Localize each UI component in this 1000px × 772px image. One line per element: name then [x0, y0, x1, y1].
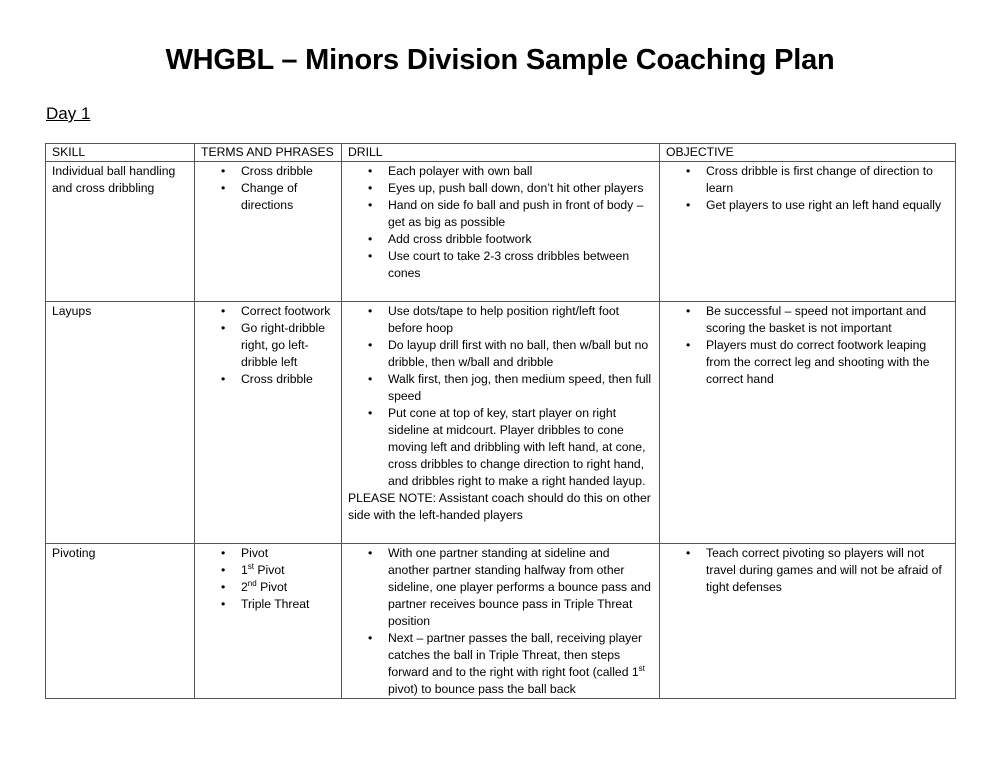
list-item: • 1st Pivot [221, 561, 285, 577]
table-header-row [46, 144, 956, 162]
bullet-icon: • [686, 546, 691, 560]
terms-cell [195, 162, 342, 302]
skill-cell: Layups [46, 302, 195, 544]
objective-cell [660, 302, 956, 544]
list-item: • Hand on side fo ball and push in front of body – get as big as possible [368, 198, 644, 229]
bullet-icon: • [368, 406, 373, 420]
header-objective: OBJECTIVE [660, 144, 956, 162]
bullet-icon: • [221, 164, 226, 178]
bullet-icon: • [368, 232, 373, 246]
list-item: • Eyes up, push ball down, don’t hit other players [368, 181, 644, 195]
skill-cell: Pivoting [46, 544, 195, 699]
table-row [46, 544, 956, 699]
bullet-icon: • [368, 631, 373, 645]
bullet-icon: • [221, 546, 226, 560]
list-item: • Get players to use right an left hand equally [686, 198, 942, 212]
list-item: • Use dots/tape to help position right/left foot before hoop [368, 304, 620, 335]
list-item: • Each polayer with own ball [368, 164, 533, 178]
terms-cell [195, 302, 342, 544]
list-item: • Next – partner passes the ball, receiving player catches the ball in Triple Threat, then steps forward and to the right with right foot (called 1st pivot) to bounce pass the ball back [368, 631, 645, 696]
bullet-icon: • [368, 164, 373, 178]
list-item: • Go right-dribble right, go left-dribble left [221, 321, 325, 369]
bullet-icon: • [221, 304, 226, 318]
list-item: • Be successful – speed not important and scoring the basket is not important [686, 304, 927, 335]
list-item: • Pivot [221, 546, 269, 560]
bullet-icon: • [686, 304, 691, 318]
day-heading: Day 1 [46, 104, 91, 123]
objective-cell [660, 544, 956, 699]
list-item: • Change of directions [221, 181, 298, 212]
drill-cell [342, 302, 660, 544]
bullet-icon: • [368, 546, 373, 560]
list-item: • Correct footwork [221, 304, 331, 318]
header-drill: DRILL [342, 144, 660, 162]
list-item: • Use court to take 2-3 cross dribbles between cones [368, 249, 630, 280]
drill-cell [342, 544, 660, 699]
list-item: • Walk first, then jog, then medium speed, then full speed [368, 372, 652, 403]
bullet-icon: • [686, 338, 691, 352]
bullet-icon: • [686, 198, 691, 212]
header-skill: SKILL [46, 144, 195, 162]
drill-note: PLEASE NOTE: Assistant coach should do this on other side with the left-handed players [348, 491, 651, 522]
bullet-icon: • [221, 580, 226, 594]
list-item: • Players must do correct footwork leaping from the correct leg and shooting with the correct hand [686, 338, 930, 386]
list-item: • Do layup drill first with no ball, then w/ball but no dribble, then w/ball and dribble [368, 338, 649, 369]
list-item: • Cross dribble [221, 372, 313, 386]
list-item: • Teach correct pivoting so players will not travel during games and will not be afraid of tight defenses [686, 546, 942, 594]
list-item: • 2nd Pivot [221, 578, 288, 594]
skill-cell: Individual ball handling and cross dribbling [46, 162, 195, 302]
bullet-icon: • [221, 321, 226, 335]
bullet-icon: • [368, 304, 373, 318]
terms-cell [195, 544, 342, 699]
bullet-icon: • [368, 198, 373, 212]
objective-cell [660, 162, 956, 302]
table-row [46, 162, 956, 302]
drill-cell [342, 162, 660, 302]
bullet-icon: • [221, 372, 226, 386]
bullet-icon: • [368, 249, 373, 263]
bullet-icon: • [368, 181, 373, 195]
bullet-icon: • [221, 181, 226, 195]
bullet-icon: • [686, 164, 691, 178]
list-item: • Triple Threat [221, 597, 310, 611]
list-item: • Cross dribble is first change of direction to learn [686, 164, 933, 195]
bullet-icon: • [368, 338, 373, 352]
list-item: • With one partner standing at sideline and another partner standing halfway from other sideline, one player performs a bounce pass and partner receives bounce pass in Triple Threat position [368, 546, 651, 628]
bullet-icon: • [221, 563, 226, 577]
list-item: • Cross dribble [221, 164, 313, 178]
list-item: • Put cone at top of key, start player on right sideline at midcourt. Player dribbles to cone moving left and dribbling with left hand, at cone, cross dribbles to change direction to right hand, and dribbles right to make a right handed layup. [368, 406, 646, 488]
header-terms: TERMS AND PHRASES [195, 144, 342, 162]
coaching-plan-table [45, 143, 956, 699]
document-title: WHGBL – Minors Division Sample Coaching Plan [165, 44, 835, 76]
bullet-icon: • [221, 597, 226, 611]
bullet-icon: • [368, 372, 373, 386]
list-item: • Add cross dribble footwork [368, 232, 532, 246]
table-row [46, 302, 956, 544]
